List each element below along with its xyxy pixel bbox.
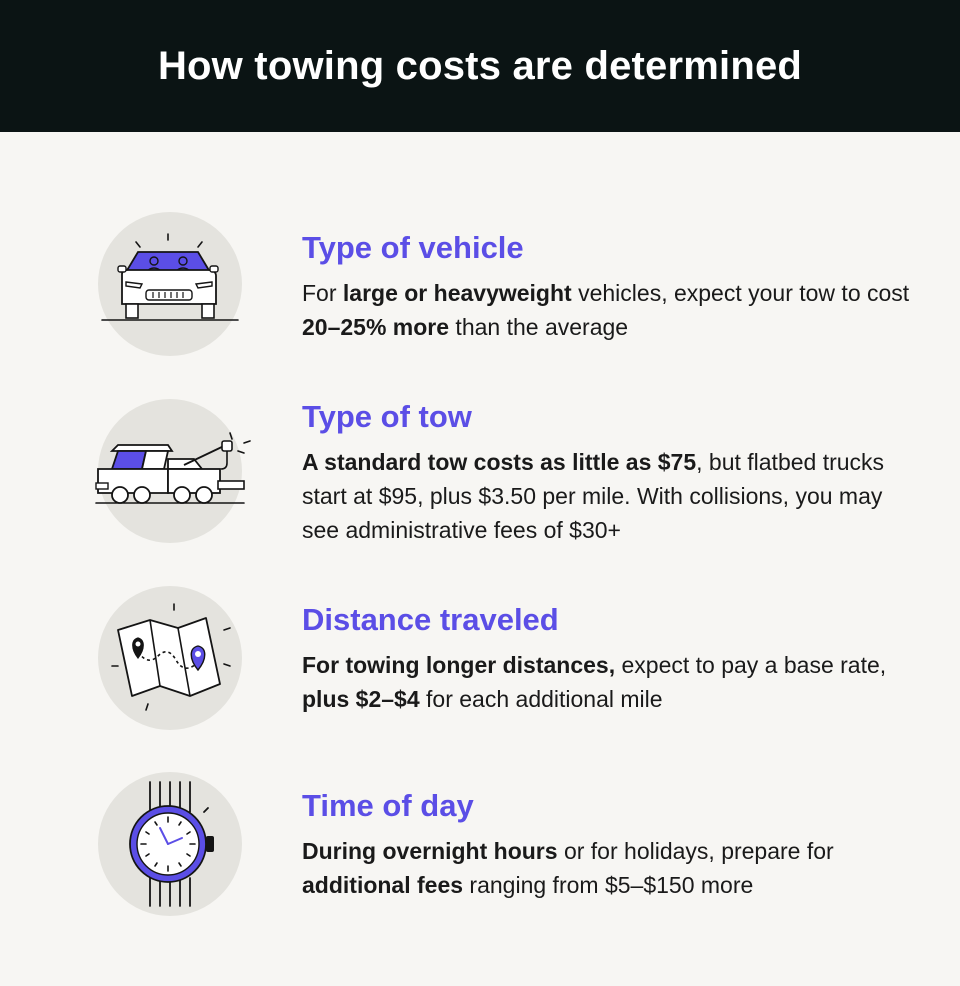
header-banner — [0, 0, 960, 132]
factor-title: Type of tow — [302, 399, 472, 434]
factor-description — [302, 445, 922, 547]
tow-truck-icon — [98, 399, 242, 543]
factor-title: Distance traveled — [302, 602, 559, 637]
body-text: vehicles, expect your tow to cost — [571, 280, 910, 306]
emphasis-text: During overnight hours — [302, 838, 558, 864]
emphasis-text: plus $2–$4 — [302, 686, 420, 712]
body-text: , but flatbed trucks start at $95, plus $3.50 per mile. With collisions, you may see administrative fees of $30+ — [302, 449, 885, 543]
emphasis-text: large or heavyweight — [342, 280, 572, 306]
factor-title: Time of day — [302, 788, 474, 823]
factor-description — [302, 648, 922, 716]
body-text: or for holidays, prepare for — [557, 838, 834, 864]
emphasis-text: A standard tow costs as little as $75 — [302, 449, 697, 475]
emphasis-text: 20–25% more — [302, 314, 450, 340]
page-title: How towing costs are determined — [157, 43, 803, 88]
body-text: expect to pay a base rate, — [615, 652, 887, 678]
factor-title: Type of vehicle — [302, 230, 524, 265]
emphasis-text: For towing longer distances, — [302, 652, 616, 678]
car-front-icon — [98, 212, 242, 356]
factor-description — [302, 276, 922, 344]
body-text: than the average — [449, 314, 629, 340]
body-text: for each additional mile — [419, 686, 663, 712]
emphasis-text: additional fees — [302, 872, 464, 898]
factor-description — [302, 834, 922, 902]
body-text: ranging from $5–$150 more — [463, 872, 754, 898]
body-text: For — [302, 280, 343, 306]
wristwatch-icon — [98, 772, 242, 916]
map-pin-icon — [98, 586, 242, 730]
